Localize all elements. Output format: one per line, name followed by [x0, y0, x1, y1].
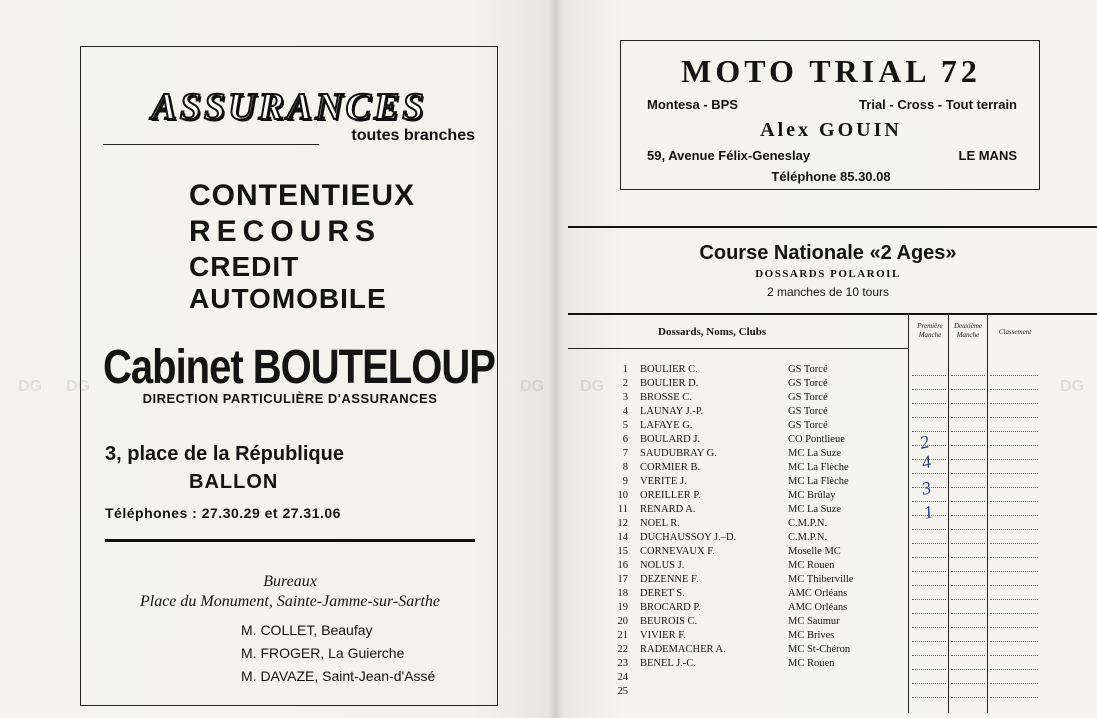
row-num: 8: [622, 462, 628, 473]
agent-2: M. FROGER, La Guierche: [241, 645, 405, 661]
cell-dotted-line: [912, 599, 946, 600]
section-divider: [568, 226, 1097, 228]
cell-dotted-line: [990, 585, 1038, 586]
cell-dotted-line: [990, 613, 1038, 614]
watermark: DG: [580, 378, 604, 395]
column-line: [987, 313, 988, 713]
cell-dotted-line: [951, 543, 985, 544]
row-num: 22: [617, 644, 628, 655]
cell-dotted-line: [951, 655, 985, 656]
cell-dotted-line: [951, 417, 985, 418]
row-club: MC La Suze: [788, 504, 842, 515]
cell-dotted-line: [951, 375, 985, 376]
cell-dotted-line: [912, 683, 946, 684]
column-header-ranking: Classement: [998, 328, 1032, 336]
cell-dotted-line: [990, 529, 1038, 530]
row-num: 4: [622, 406, 628, 417]
cell-dotted-line: [912, 557, 946, 558]
row-name: BEUROIS C.: [640, 616, 698, 627]
row-name: DERET S.: [640, 588, 685, 599]
row-club: CO Pontlieue: [788, 434, 845, 445]
header-underline: [568, 348, 908, 349]
cell-dotted-line: [912, 585, 946, 586]
column-header-entries: Dossards, Noms, Clubs: [658, 326, 767, 338]
cell-dotted-line: [912, 529, 946, 530]
row-num: 11: [617, 504, 628, 515]
cell-dotted-line: [990, 655, 1038, 656]
cell-dotted-line: [990, 599, 1038, 600]
row-name: NOLUS J.: [640, 560, 685, 571]
moto-brands: Montesa - BPS: [647, 97, 739, 112]
row-club: AMC Orléans: [788, 588, 848, 599]
cell-dotted-line: [990, 431, 1038, 432]
moto-title: MOTO TRIAL 72: [681, 53, 981, 89]
agency-direction: DIRECTION PARTICULIÈRE D'ASSURANCES: [142, 391, 438, 406]
cell-dotted-line: [990, 487, 1038, 488]
cell-dotted-line: [951, 669, 985, 670]
offices-place: Place du Monument, Sainte-Jamme-sur-Sarthe: [139, 593, 441, 610]
cell-dotted-line: [912, 571, 946, 572]
race-title: Course Nationale «2 Ages»: [699, 242, 957, 264]
row-club: C.M.P.N.: [788, 518, 828, 529]
moto-owner: Alex GOUIN: [760, 119, 902, 141]
row-num: 17: [617, 574, 628, 585]
service-line-2: RECOURS: [189, 215, 382, 248]
row-name: LAUNAY J.-P.: [640, 406, 704, 417]
row-num: 12: [617, 518, 628, 529]
column-header-first-heat: Première Manche: [917, 322, 943, 339]
row-name: CORNEVAUX F.: [640, 546, 715, 557]
cell-dotted-line: [912, 403, 946, 404]
service-line-3: CREDIT AUTOMOBILE: [189, 251, 387, 314]
cell-dotted-line: [990, 515, 1038, 516]
cell-dotted-line: [990, 669, 1038, 670]
watermark: DG: [66, 378, 90, 395]
row-club: C.M.P.N.: [788, 532, 828, 543]
row-num: 1: [622, 364, 628, 375]
cell-dotted-line: [951, 403, 985, 404]
handwritten-mark: 2: [917, 431, 931, 453]
insurance-title: ASSURANCES: [151, 86, 427, 128]
cell-dotted-line: [912, 697, 946, 698]
cell-dotted-line: [990, 641, 1038, 642]
watermark: DG: [520, 378, 544, 395]
row-name: DEZENNE F.: [640, 574, 699, 585]
race-subtitle: DOSSARDS POLAROIL: [755, 268, 901, 280]
row-name: BOULIER C.: [640, 364, 698, 375]
handwritten-mark: 1: [921, 501, 935, 523]
cell-dotted-line: [951, 585, 985, 586]
row-num: 21: [617, 630, 628, 641]
row-club: GS Torcé: [788, 378, 828, 389]
row-club: MC La Flèche: [788, 476, 849, 487]
row-name: BROSSE C.: [640, 392, 692, 403]
cell-dotted-line: [951, 627, 985, 628]
row-num: 23: [617, 658, 628, 669]
cell-dotted-line: [912, 641, 946, 642]
cell-dotted-line: [990, 571, 1038, 572]
row-num: 9: [622, 476, 628, 487]
cell-dotted-line: [951, 431, 985, 432]
handwritten-mark: 3: [919, 477, 933, 499]
cell-dotted-line: [990, 445, 1038, 446]
row-club: MC Brives: [788, 630, 835, 641]
cell-dotted-line: [990, 473, 1038, 474]
cell-dotted-line: [990, 557, 1038, 558]
row-num: 20: [617, 616, 628, 627]
moto-types: Trial - Cross - Tout terrain: [859, 97, 1017, 112]
row-club: MC La Suze: [788, 448, 842, 459]
cell-dotted-line: [912, 473, 946, 474]
row-name: RADEMACHER A.: [640, 644, 726, 655]
row-num: 10: [617, 490, 628, 501]
row-name: SAUDUBRAY G.: [640, 448, 717, 459]
cell-dotted-line: [912, 669, 946, 670]
column-header-second-heat: Deuxième Manche: [954, 322, 982, 339]
row-club: GS Torcé: [788, 406, 828, 417]
row-num: 24: [617, 672, 628, 683]
row-club: MC Rouen: [788, 560, 835, 571]
cell-dotted-line: [990, 683, 1038, 684]
cell-dotted-line: [912, 627, 946, 628]
cell-dotted-line: [951, 501, 985, 502]
agency-name: Cabinet BOUTELOUP: [103, 341, 495, 394]
cell-dotted-line: [951, 445, 985, 446]
row-num: 3: [622, 392, 628, 403]
agency-telephones: Téléphones : 27.30.29 et 27.31.06: [105, 505, 341, 521]
cell-dotted-line: [990, 697, 1038, 698]
agent-1: M. COLLET, Beaufay: [241, 622, 373, 638]
divider-thick: [105, 539, 475, 542]
moto-ad: [620, 40, 1040, 190]
service-line-1: CONTENTIEUX: [189, 179, 416, 212]
row-name: OREILLER P.: [640, 490, 701, 501]
row-club: MC Brûlay: [788, 490, 836, 501]
row-name: VERITE J.: [640, 476, 687, 487]
row-club: GS Torcé: [788, 392, 828, 403]
moto-address: 59, Avenue Félix-Geneslay: [647, 148, 811, 163]
address-line-1: 3, place de la République: [105, 443, 344, 465]
cell-dotted-line: [951, 459, 985, 460]
row-name: BOULARD J.: [640, 434, 701, 445]
handwritten-mark: 4: [919, 451, 933, 473]
cell-dotted-line: [990, 543, 1038, 544]
column-line: [948, 313, 949, 713]
cell-dotted-line: [912, 613, 946, 614]
row-club: MC Saumur: [788, 616, 840, 627]
row-num: 15: [617, 546, 628, 557]
cell-dotted-line: [990, 389, 1038, 390]
moto-telephone: Téléphone 85.30.08: [771, 169, 891, 184]
row-club: GS Torcé: [788, 364, 828, 375]
cell-dotted-line: [951, 613, 985, 614]
row-num: 2: [622, 378, 628, 389]
agent-3: M. DAVAZE, Saint-Jean-d'Assé: [241, 668, 436, 684]
cell-dotted-line: [912, 389, 946, 390]
row-name: BENEL J.-C.: [640, 658, 696, 669]
row-name: CORMIER B.: [640, 462, 701, 473]
row-num: 5: [622, 420, 628, 431]
cell-dotted-line: [990, 403, 1038, 404]
divider: [103, 144, 319, 145]
cell-dotted-line: [990, 417, 1038, 418]
moto-city: LE MANS: [958, 148, 1017, 163]
row-club: MC Thiberville: [788, 574, 854, 585]
insurance-ad: [80, 46, 498, 706]
row-club: GS Torcé: [788, 420, 828, 431]
row-club: Moselle MC: [788, 546, 841, 557]
cell-dotted-line: [951, 389, 985, 390]
cell-dotted-line: [990, 627, 1038, 628]
race-detail: 2 manches de 10 tours: [766, 285, 890, 299]
cell-dotted-line: [951, 571, 985, 572]
row-num: 7: [622, 448, 628, 459]
cell-dotted-line: [990, 375, 1038, 376]
row-name: LAFAYE G.: [640, 420, 693, 431]
cell-dotted-line: [951, 641, 985, 642]
cell-dotted-line: [990, 459, 1038, 460]
row-club: MC Rouen: [788, 658, 835, 669]
cell-dotted-line: [912, 417, 946, 418]
row-name: NOEL R.: [640, 518, 680, 529]
cell-dotted-line: [912, 375, 946, 376]
row-name: BOULIER D.: [640, 378, 699, 389]
cell-dotted-line: [990, 501, 1038, 502]
cell-dotted-line: [951, 599, 985, 600]
cell-dotted-line: [951, 529, 985, 530]
row-name: VIVIER F.: [640, 630, 686, 641]
row-num: 25: [617, 686, 628, 697]
row-num: 16: [617, 560, 628, 571]
column-line: [908, 313, 909, 713]
cell-dotted-line: [912, 431, 946, 432]
cell-dotted-line: [951, 697, 985, 698]
cell-dotted-line: [951, 683, 985, 684]
row-club: MC La Flèche: [788, 462, 849, 473]
cell-dotted-line: [912, 655, 946, 656]
row-club: MC St-Chéron: [788, 644, 851, 655]
row-num: 14: [617, 532, 628, 543]
cell-dotted-line: [912, 543, 946, 544]
cell-dotted-line: [951, 515, 985, 516]
address-line-2: BALLON: [189, 471, 279, 493]
cell-dotted-line: [951, 557, 985, 558]
book-gutter: [548, 0, 564, 718]
table-top-rule: [568, 313, 1097, 315]
row-num: 19: [617, 602, 628, 613]
row-num: 18: [617, 588, 628, 599]
watermark: DG: [18, 378, 42, 395]
watermark: DG: [1060, 378, 1084, 395]
cell-dotted-line: [951, 487, 985, 488]
row-name: DUCHAUSSOY J.–D.: [640, 532, 737, 543]
offices-heading: Bureaux: [263, 573, 317, 590]
insurance-subtitle: toutes branches: [351, 127, 475, 144]
row-name: RENARD A.: [640, 504, 696, 515]
row-num: 6: [622, 434, 628, 445]
row-name: BROCARD P.: [640, 602, 701, 613]
cell-dotted-line: [951, 473, 985, 474]
row-club: AMC Orléans: [788, 602, 848, 613]
